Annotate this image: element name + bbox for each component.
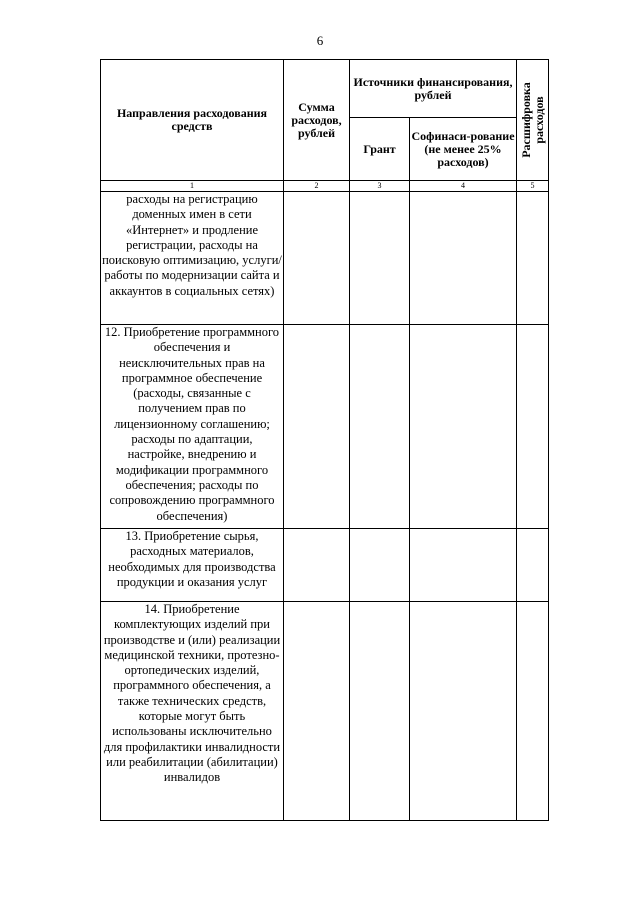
header-row-top — [101, 60, 549, 118]
row-grant-cell — [350, 529, 410, 602]
row-breakdown-cell — [517, 602, 549, 821]
row-direction — [101, 192, 284, 325]
row-amount-cell — [284, 325, 350, 529]
row-breakdown-cell — [517, 192, 549, 325]
table-row — [101, 602, 549, 821]
row-cofinancing-cell — [410, 325, 517, 529]
row-cofinancing-cell — [410, 602, 517, 821]
header-direction: Направления расходования средств — [101, 60, 284, 181]
row-amount-cell — [284, 602, 350, 821]
header-grant: Грант — [350, 118, 410, 181]
row-direction-text: расходы на регистрацию доменных имен в сети «Интернет» и продление регистрации, расходы на поисковую оптимизацию, услуги/работы по модернизации сайта и аккаунтов в социальных сетях) — [102, 192, 282, 298]
header-breakdown: Расшифровка расходов — [518, 82, 546, 158]
table-row — [101, 325, 549, 529]
row-direction — [101, 529, 284, 602]
column-number: 3 — [350, 181, 410, 192]
row-cofinancing-cell — [410, 529, 517, 602]
column-number: 4 — [410, 181, 517, 192]
row-direction-text: 12. Приобретение программного обеспечения и неисключительных прав на программное обеспечение (расходы, связанные с получением прав по лицензионному соглашению; расходы по адаптации, настройке, внедрению и модификации программного обеспечения; расходы по сопровождению программного обеспечения) — [104, 325, 280, 523]
header-amount: Сумма расходов, рублей — [284, 60, 350, 181]
row-direction — [101, 602, 284, 821]
row-grant-cell — [350, 602, 410, 821]
row-amount-cell — [284, 529, 350, 602]
column-number: 5 — [517, 181, 549, 192]
row-breakdown-cell — [517, 325, 549, 529]
column-number: 2 — [284, 181, 350, 192]
header-breakdown-cell — [517, 60, 549, 181]
row-direction — [101, 325, 284, 529]
column-number: 1 — [101, 181, 284, 192]
row-cofinancing-cell — [410, 192, 517, 325]
row-grant-cell — [350, 192, 410, 325]
row-direction-text: 13. Приобретение сырья, расходных материалов, необходимых для производства продукции и оказания услуг — [108, 529, 276, 589]
row-amount-cell — [284, 192, 350, 325]
page-number: 6 — [316, 33, 324, 48]
table-row — [101, 192, 549, 325]
column-number-row — [101, 181, 549, 192]
budget-table — [100, 59, 549, 821]
header-cofinancing: Софинаси-рование (не менее 25% расходов) — [410, 118, 517, 181]
header-sources: Источники финансирования, рублей — [350, 60, 517, 118]
table-row — [101, 529, 549, 602]
row-grant-cell — [350, 325, 410, 529]
row-breakdown-cell — [517, 529, 549, 602]
row-direction-text: 14. Приобретение комплектующих изделий при производстве и (или) реализации медицинской техники, протезно-ортопедических изделий, программного обеспечения, а также технических средств, которые могут быть использованы исключительно для профилактики инвалидности или реабилитации (абилитации) инвалидов — [103, 602, 281, 785]
